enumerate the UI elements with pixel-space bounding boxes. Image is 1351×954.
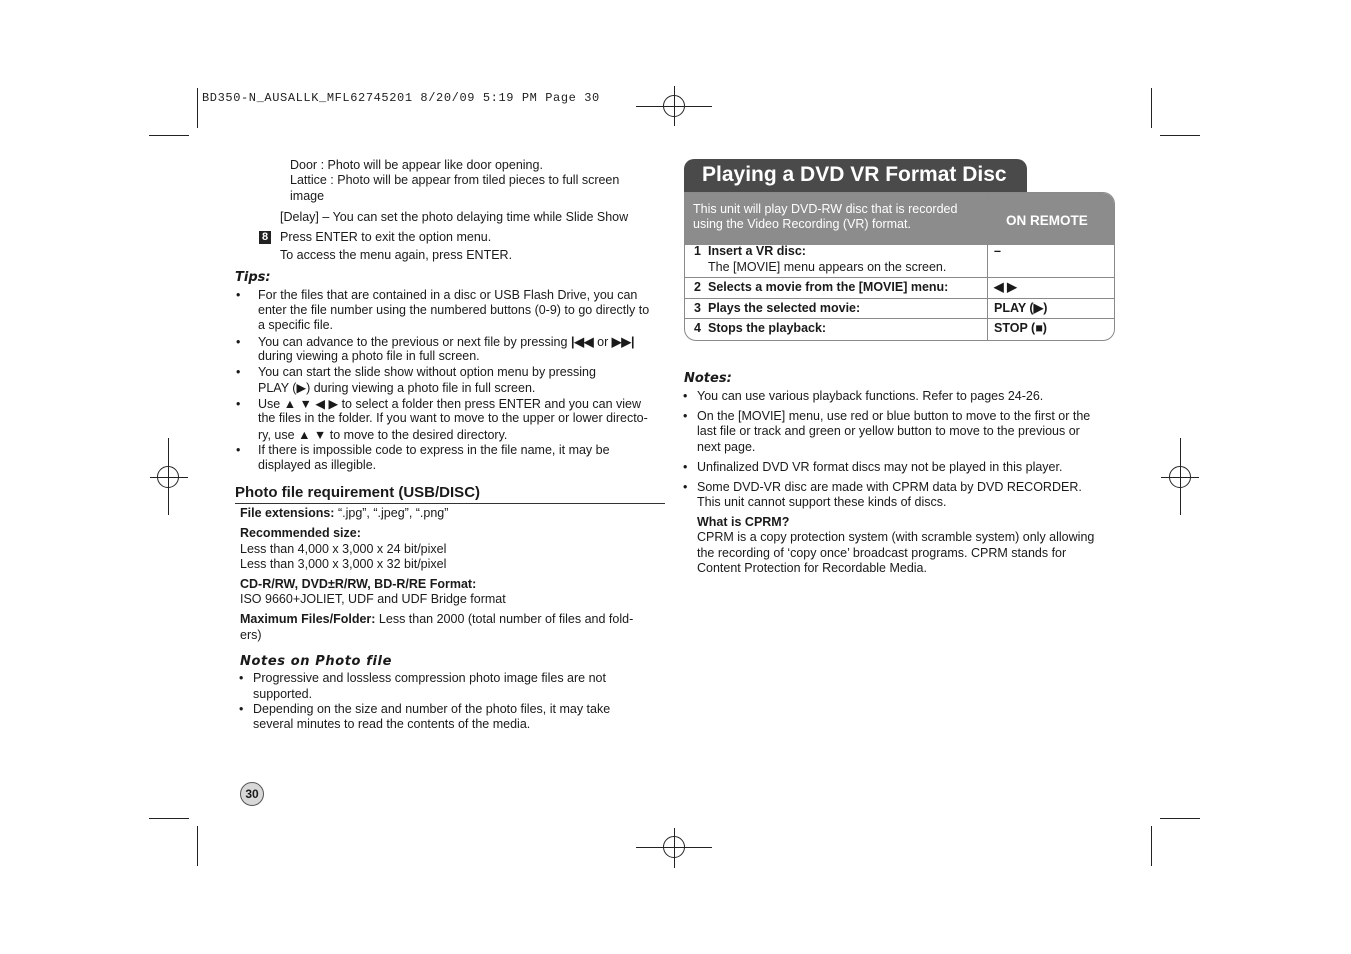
row-remote: PLAY (▶) — [994, 301, 1048, 315]
table-row-divider — [685, 298, 1114, 299]
max-files: Maximum Files/Folder: Less than 2000 (total number of files and fold- — [240, 612, 634, 626]
list-item: • For the files that are contained in a disc or USB Flash Drive, you can — [258, 288, 637, 303]
play-icon: ▶ — [1033, 301, 1044, 315]
notes-heading: Notes: — [684, 371, 732, 386]
page-title: Playing a DVD VR Format Disc — [702, 163, 1007, 186]
row-number: 4 — [694, 321, 701, 335]
recommended-size-value: Less than 3,000 x 3,000 x 32 bit/pixel — [240, 557, 447, 571]
list-item: • Use ▲ ▼ ◀ ▶ to select a folder then press ENTER and you can view — [258, 397, 641, 412]
row-number: 1 — [694, 244, 701, 258]
list-item-cont: during viewing a photo file in full screen. — [258, 349, 480, 363]
recommended-size-label: Recommended size: — [240, 526, 361, 540]
list-item-cont: supported. — [253, 687, 313, 701]
delay-option-text: [Delay] – You can set the photo delaying time while Slide Show — [280, 210, 629, 224]
print-header: BD350-N_AUSALLK_MFL62745201 8/20/09 5:19 PM Page 30 — [202, 91, 600, 105]
cprm-text: the recording of ‘copy once’ broadcast programs. CPRM stands for — [697, 546, 1067, 560]
notes-photo-heading: Notes on Photo file — [240, 654, 392, 669]
row-remote: STOP (■) — [994, 321, 1047, 335]
list-item: • You can advance to the previous or next file by pressing |◀◀ or ▶▶| — [258, 335, 634, 350]
list-item: • On the [MOVIE] menu, use red or blue button to move to the first or the — [697, 409, 1090, 424]
step-text: Press ENTER to exit the option menu. — [280, 230, 492, 244]
section-divider — [235, 503, 665, 504]
table-row-divider — [685, 318, 1114, 319]
list-item: • Unfinalized DVD VR format discs may not be played in this player. — [697, 460, 1062, 475]
cprm-heading: What is CPRM? — [697, 515, 790, 529]
list-item: • If there is impossible code to express in the file name, it may be — [258, 443, 610, 458]
step-text-cont: To access the menu again, press ENTER. — [280, 248, 513, 262]
row-subtext: The [MOVIE] menu appears on the screen. — [708, 260, 947, 274]
play-icon: ▶ — [296, 381, 307, 395]
lattice-option-text: Lattice : Photo will be appear from tiled pieces to full screen — [290, 173, 620, 187]
format-value: ISO 9660+JOLIET, UDF and UDF Bridge format — [240, 592, 506, 606]
skip-next-icon: ▶▶| — [611, 335, 635, 349]
table-header-description-cont: using the Video Recording (VR) format. — [693, 217, 911, 231]
row-action: Insert a VR disc: — [708, 244, 806, 258]
list-item: • You can use various playback functions. Refer to pages 24-26. — [697, 389, 1043, 404]
arrow-keys-icon: ▲ ▼ ◀ ▶ — [283, 397, 339, 411]
list-item: • Progressive and lossless compression photo image files are not — [253, 671, 606, 686]
list-item-cont: several minutes to read the contents of the media. — [253, 717, 531, 731]
on-remote-heading: ON REMOTE — [1006, 213, 1088, 228]
lattice-option-text-cont: image — [290, 189, 325, 203]
stop-icon: ■ — [1035, 321, 1043, 335]
format-label: CD-R/RW, DVD±R/RW, BD-R/RE Format: — [240, 577, 477, 591]
table-header-description: This unit will play DVD-RW disc that is recorded — [693, 202, 958, 216]
recommended-size-value: Less than 4,000 x 3,000 x 24 bit/pixel — [240, 542, 447, 556]
skip-prev-icon: |◀◀ — [570, 335, 594, 349]
list-item-cont: the files in the folder. If you want to move to the upper or lower directo- — [258, 411, 648, 425]
row-number: 2 — [694, 280, 701, 294]
list-item: • Depending on the size and number of the photo files, it may take — [253, 702, 610, 717]
step-number-badge: 8 — [259, 231, 271, 244]
section-heading: Photo file requirement (USB/DISC) — [235, 484, 481, 501]
list-item-cont: last file or track and green or yellow button to move to the previous or — [697, 424, 1080, 438]
row-action: Selects a movie from the [MOVIE] menu: — [708, 280, 949, 294]
cprm-text: CPRM is a copy protection system (with scramble system) only allowing — [697, 530, 1095, 544]
list-item-cont: This unit cannot support these kinds of discs. — [697, 495, 947, 509]
list-item-cont: displayed as illegible. — [258, 458, 377, 472]
up-down-arrows-icon: ▲ ▼ — [298, 428, 327, 442]
row-action: Plays the selected movie: — [708, 301, 861, 315]
cprm-text: Content Protection for Recordable Media. — [697, 561, 927, 575]
page-number: 30 — [240, 782, 264, 806]
row-action: Stops the playback: — [708, 321, 827, 335]
list-item-cont: ry, use ▲ ▼ to move to the desired directory. — [258, 428, 508, 442]
list-item-cont: a specific file. — [258, 318, 334, 332]
door-option-text: Door : Photo will be appear like door opening. — [290, 158, 543, 172]
table-row-divider — [685, 277, 1114, 278]
max-files-cont: ers) — [240, 628, 262, 642]
list-item-cont: PLAY (▶) during viewing a photo file in full screen. — [258, 381, 536, 395]
tips-heading: Tips: — [235, 270, 271, 285]
row-number: 3 — [694, 301, 701, 315]
row-remote: – — [994, 244, 1001, 258]
list-item: • Some DVD-VR disc are made with CPRM data by DVD RECORDER. — [697, 480, 1082, 495]
list-item-cont: next page. — [697, 440, 756, 454]
file-extensions: File extensions: “.jpg”, “.jpeg”, “.png” — [240, 506, 449, 520]
left-right-arrows-icon: ◀ ▶ — [994, 280, 1017, 294]
list-item-cont: enter the file number using the numbered buttons (0-9) to go directly to — [258, 303, 650, 317]
list-item: • You can start the slide show without option menu by pressing — [258, 365, 596, 380]
